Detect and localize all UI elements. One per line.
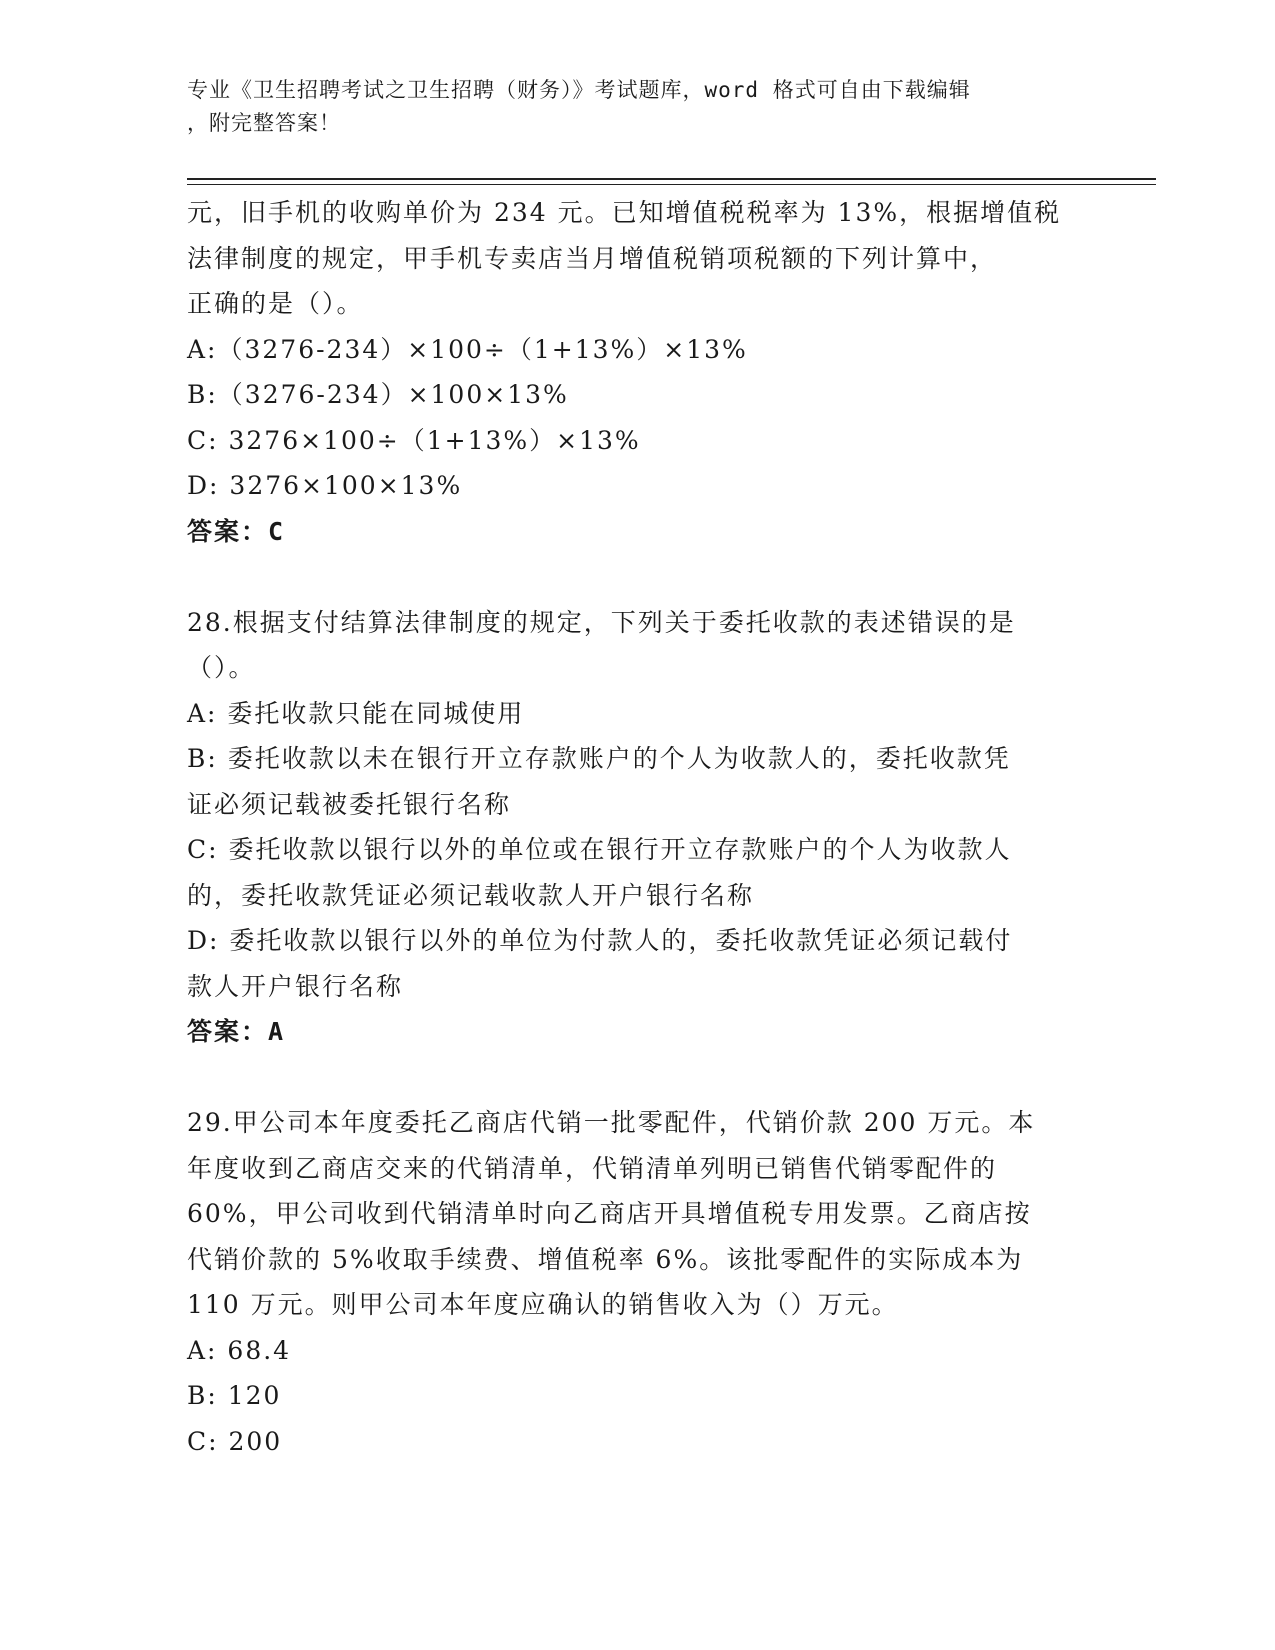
option-d: D: 3276×100×13% xyxy=(187,471,463,500)
option-b: B:（3276-234）×100×13% xyxy=(187,380,569,409)
spacer xyxy=(187,1055,1087,1100)
question-28 xyxy=(187,600,1087,1056)
question-stem-line: 元，旧手机的收购单价为 234 元。已知增值税税率为 13%，根据增值税 xyxy=(187,198,1062,227)
option-a: A:（3276-234）×100÷（1+13%）×13% xyxy=(187,334,748,364)
question-stem-line: 代销价款的 5%收取手续费、增值税率 6%。该批零配件的实际成本为 xyxy=(187,1244,1024,1274)
header-rule-thick xyxy=(187,178,1156,180)
question-stem-line: 29.甲公司本年度委托乙商店代销一批零配件，代销价款 200 万元。本 xyxy=(187,1108,1036,1137)
option-b: B: 120 xyxy=(187,1381,282,1410)
option-b-cont: 证必须记载被委托银行名称 xyxy=(187,789,512,819)
question-27 xyxy=(187,190,1087,555)
question-stem-line: 60%，甲公司收到代销清单时向乙商店开具增值税专用发票。乙商店按 xyxy=(187,1199,1032,1228)
option-a: A: 委托收款只能在同城使用 xyxy=(187,698,525,728)
question-29 xyxy=(187,1100,1087,1464)
question-stem-line: 正确的是（）。 xyxy=(187,289,364,318)
header-line-1: 专业《卫生招聘考试之卫生招聘（财务）》考试题库，word 格式可自由下载编辑 xyxy=(187,78,971,102)
header-rule-thin xyxy=(187,184,1156,185)
question-stem-line: 年度收到乙商店交来的代销清单，代销清单列明已销售代销零配件的 xyxy=(187,1153,998,1183)
option-b: B: 委托收款以未在银行开立存款账户的个人为收款人的，委托收款凭 xyxy=(187,744,1011,773)
option-c-cont: 的，委托收款凭证必须记载收款人开户银行名称 xyxy=(187,880,755,910)
question-content xyxy=(187,190,1087,1464)
option-d: D: 委托收款以银行以外的单位为付款人的，委托收款凭证必须记载付 xyxy=(187,926,1013,955)
answer-28: 答案：A xyxy=(187,1017,286,1046)
header-line-2: ，附完整答案！ xyxy=(187,111,341,135)
option-c: C: 200 xyxy=(187,1426,283,1456)
option-c: C: 委托收款以银行以外的单位或在银行开立存款账户的个人为收款人 xyxy=(187,835,1012,864)
option-a: A: 68.4 xyxy=(187,1335,292,1365)
spacer xyxy=(187,555,1087,600)
question-stem-line: 110 万元。则甲公司本年度应确认的销售收入为（）万元。 xyxy=(187,1290,899,1319)
answer-27: 答案：C xyxy=(187,516,286,546)
option-c: C: 3276×100÷（1+13%）×13% xyxy=(187,425,641,455)
question-stem-line: 法律制度的规定，甲手机专卖店当月增值税销项税额的下列计算中， xyxy=(187,243,998,273)
page-header xyxy=(187,74,1087,140)
question-stem-line: （）。 xyxy=(187,653,256,682)
question-stem-line: 28.根据支付结算法律制度的规定，下列关于委托收款的表述错误的是 xyxy=(187,607,1016,637)
option-d-cont: 款人开户银行名称 xyxy=(187,971,404,1001)
